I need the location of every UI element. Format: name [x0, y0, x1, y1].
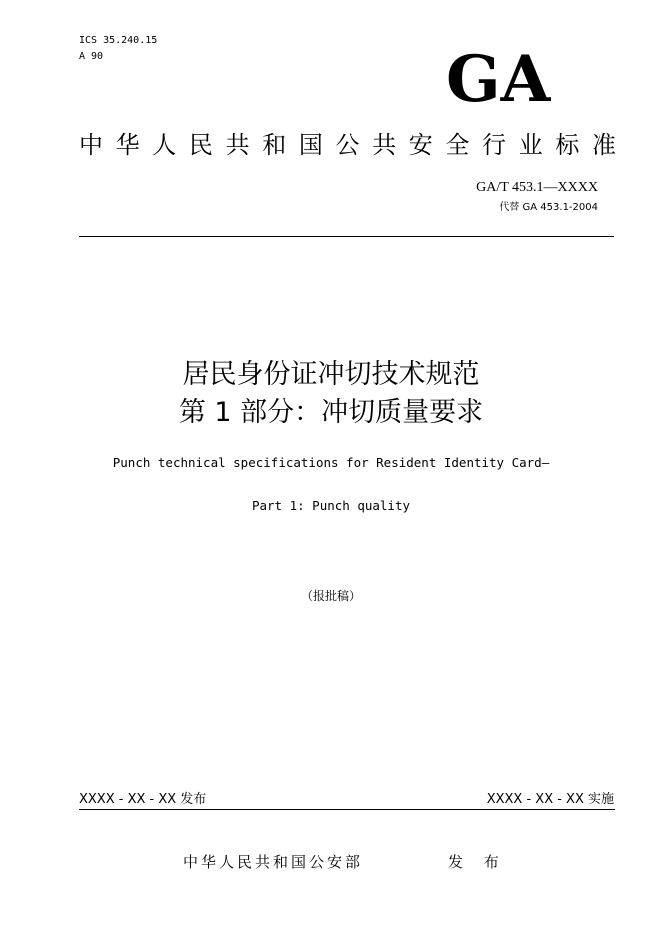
title-char: 公 — [335, 131, 360, 159]
title-char: 华 — [115, 131, 140, 159]
publish-label: 发 布 — [448, 853, 507, 871]
document-title-en-line1: Punch technical specifications for Resident Identity Card— — [112, 455, 550, 470]
title-char: 和 — [262, 131, 287, 159]
title-char: 民 — [188, 131, 213, 159]
document-title-cn-line2: 第 1 部分：冲切质量要求 — [178, 397, 484, 428]
title-char: 中 — [79, 131, 103, 159]
title-char: 行 — [482, 131, 507, 159]
title-char: 标 — [555, 131, 580, 159]
classification-code: A 90 — [79, 51, 104, 62]
title-char: 业 — [518, 131, 543, 159]
document-title-cn-line1: 居民身份证冲切技术规范 — [182, 359, 480, 390]
title-char: 安 — [408, 131, 433, 159]
title-char: 人 — [152, 131, 177, 159]
standard-category-title — [79, 130, 616, 160]
implementation-date: XXXX - XX - XX 实施 — [486, 792, 614, 807]
footer-divider — [79, 809, 615, 810]
issue-date: XXXX - XX - XX 发布 — [79, 792, 207, 807]
standard-number: GA/T 453.1—XXXX — [476, 180, 598, 195]
document-title-en-line2: Part 1: Punch quality — [251, 498, 411, 513]
ga-logo: GA — [446, 42, 551, 117]
ics-code: ICS 35.240.15 — [79, 35, 158, 46]
title-char: 共 — [225, 131, 250, 159]
title-char: 准 — [591, 131, 616, 159]
title-char: 国 — [298, 131, 323, 159]
publisher-name: 中华人民共和国公安部 — [183, 853, 364, 871]
draft-status: （报批稿） — [300, 589, 361, 603]
title-char: 全 — [445, 131, 470, 159]
header-divider — [79, 236, 614, 237]
title-char: 共 — [372, 131, 397, 159]
replaces-standard: 代替 GA 453.1-2004 — [499, 202, 598, 213]
